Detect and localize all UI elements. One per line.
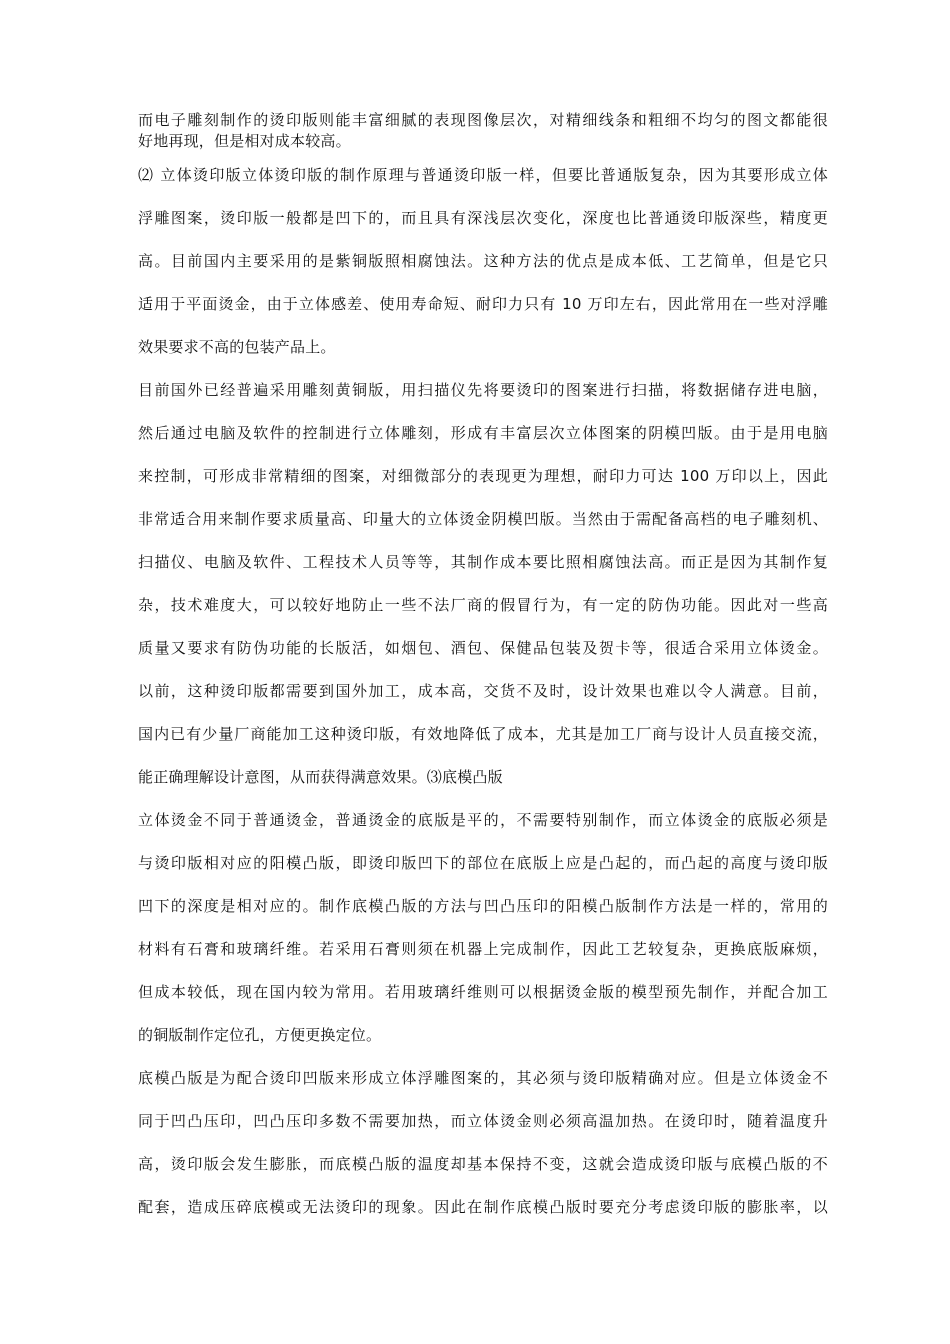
text-line: 高，烫印版会发生膨胀，而底模凸版的温度却基本保持不变，这就会造成烫印版与底模凸版的不: [138, 1155, 828, 1173]
text-line: 配套，造成压碎底模或无法烫印的现象。因此在制作底模凸版时要充分考虑烫印版的膨胀率，以: [138, 1198, 828, 1216]
text-line: 国内已有少量厂商能加工这种烫印版，有效地降低了成本，尤其是加工厂商与设计人员直接交流，: [138, 725, 828, 743]
text-line: 而电子雕刻制作的烫印版则能丰富细腻的表现图像层次，对精细线条和粗细不均匀的图文都能很: [138, 111, 828, 129]
text-line: 同于凹凸压印，凹凸压印多数不需要加热，而立体烫金则必须高温加热。在烫印时，随着温度升: [138, 1112, 828, 1130]
text-line: 来控制，可形成非常精细的图案，对细微部分的表现更为理想，耐印力可达 100 万印以上，因此: [138, 467, 828, 485]
text-line: 适用于平面烫金，由于立体感差、使用寿命短、耐印力只有 10 万印左右，因此常用在一些对浮雕: [138, 295, 828, 313]
text-line: 的铜版制作定位孔，方便更换定位。: [138, 1026, 382, 1044]
text-line: 能正确理解设计意图，从而获得满意效果。⑶底模凸版: [138, 768, 503, 786]
text-line: 好地再现，但是相对成本较高。: [138, 132, 351, 150]
text-line: 立体烫金不同于普通烫金，普通烫金的底版是平的，不需要特别制作，而立体烫金的底版必须是: [138, 811, 828, 829]
text-line: 非常适合用来制作要求质量高、印量大的立体烫金阴模凹版。当然由于需配备高档的电子雕刻机、: [138, 510, 828, 528]
text-line: 浮雕图案，烫印版一般都是凹下的，而且具有深浅层次变化，深度也比普通烫印版深些，精度更: [138, 209, 828, 227]
text-line: ⑵ 立体烫印版立体烫印版的制作原理与普通烫印版一样，但要比普通版复杂，因为其要形成立体: [138, 166, 828, 184]
text-line: 底模凸版是为配合烫印凹版来形成立体浮雕图案的，其必须与烫印版精确对应。但是立体烫金不: [138, 1069, 828, 1087]
text-line: 效果要求不高的包装产品上。: [138, 338, 336, 356]
text-line: 杂，技术难度大，可以较好地防止一些不法厂商的假冒行为，有一定的防伪功能。因此对一些高: [138, 596, 828, 614]
text-line: 凹下的深度是相对应的。制作底模凸版的方法与凹凸压印的阳模凸版制作方法是一样的，常用的: [138, 897, 828, 915]
text-line: 高。目前国内主要采用的是紫铜版照相腐蚀法。这种方法的优点是成本低、工艺简单，但是它只: [138, 252, 828, 270]
text-line: 质量又要求有防伪功能的长版活，如烟包、酒包、保健品包装及贺卡等，很适合采用立体烫金。: [138, 639, 828, 657]
text-line: 扫描仪、电脑及软件、工程技术人员等等，其制作成本要比照相腐蚀法高。而正是因为其制作复: [138, 553, 828, 571]
text-line: 与烫印版相对应的阳模凸版，即烫印版凹下的部位在底版上应是凸起的，而凸起的高度与烫印版: [138, 854, 828, 872]
text-line: 但成本较低，现在国内较为常用。若用玻璃纤维则可以根据烫金版的模型预先制作，并配合加工: [138, 983, 828, 1001]
text-line: 材料有石膏和玻璃纤维。若采用石膏则须在机器上完成制作，因此工艺较复杂，更换底版麻烦，: [138, 940, 828, 958]
text-line: 以前，这种烫印版都需要到国外加工，成本高，交货不及时，设计效果也难以令人满意。目前，: [138, 682, 828, 700]
text-line: 目前国外已经普遍采用雕刻黄铜版，用扫描仪先将要烫印的图案进行扫描，将数据储存进电脑，: [138, 381, 828, 399]
text-line: 然后通过电脑及软件的控制进行立体雕刻，形成有丰富层次立体图案的阴模凹版。由于是用电脑: [138, 424, 828, 442]
